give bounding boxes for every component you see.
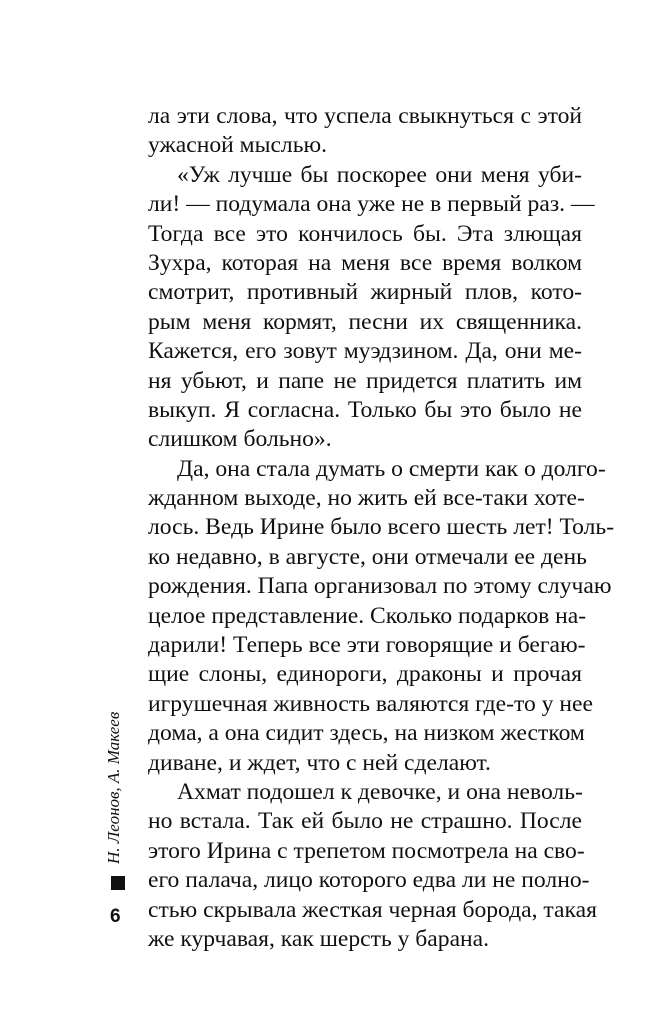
text-line: ла эти слова, что успела свыкнуться с этой bbox=[148, 103, 582, 129]
page-number: 6 bbox=[110, 906, 121, 927]
text-line: рым меня кормят, песни их священника. bbox=[148, 308, 582, 335]
text-line: щие слоны, единороги, драконы и прочая bbox=[148, 661, 582, 688]
text-line: жданном выходе, но жить ей все-таки хоте- bbox=[148, 485, 585, 512]
text-line: слишком больно». bbox=[148, 426, 332, 453]
text-line: Кажется, его зовут муэдзином. Да, они ме- bbox=[148, 338, 582, 365]
text-line: целое представление. Сколько подарков на- bbox=[148, 602, 587, 629]
text-line: но встала. Так ей было не страшно. После bbox=[148, 808, 582, 835]
text-line: рождения. Папа организовал по этому случаю bbox=[148, 573, 612, 600]
text-line: смотрит, противный жирный плов, кото- bbox=[148, 279, 582, 306]
text-line: выкуп. Я согласна. Только бы это было не bbox=[148, 396, 582, 423]
text-line: Ахмат подошел к девочке, и она неволь- bbox=[177, 778, 583, 805]
text-line: лось. Ведь Ирине было всего шесть лет! Толь- bbox=[148, 514, 615, 541]
text-line: ли! — подумала она уже не в первый раз. — bbox=[148, 191, 595, 218]
text-line: Зухра, которая на меня все время волком bbox=[148, 249, 582, 276]
text-line: же курчавая, как шерсть у барана. bbox=[148, 925, 490, 952]
text-line: ня убьют, и папе не придется платить им bbox=[148, 367, 582, 394]
text-line: стью скрывала жесткая черная борода, такая bbox=[148, 896, 597, 923]
text-line: Тогда все это кончилось бы. Эта злющая bbox=[148, 220, 582, 247]
text-line: этого Ирина с трепетом посмотрела на сво- bbox=[148, 837, 585, 864]
body-text bbox=[148, 102, 615, 954]
running-author: Н. Леонов, А. Макеев bbox=[104, 711, 123, 864]
text-line: диване, и ждет, что с ней сделают. bbox=[148, 749, 491, 776]
text-line: «Уж лучше бы поскорее они меня уби- bbox=[177, 161, 582, 188]
text-line: ужасной мыслью. bbox=[148, 132, 327, 159]
text-line: игрушечная живность валяются где-то у нее bbox=[148, 690, 593, 717]
text-line: дома, а она сидит здесь, на низком жестком bbox=[148, 720, 585, 747]
text-line: его палача, лицо которого едва ли не полно- bbox=[148, 867, 590, 894]
side-marker-square bbox=[111, 876, 125, 890]
text-line: дарили! Теперь все эти говорящие и бегаю- bbox=[148, 632, 586, 659]
text-line: ко недавно, в августе, они отмечали ее день bbox=[148, 543, 587, 570]
text-line: Да, она стала думать о смерти как о долго- bbox=[177, 455, 606, 482]
